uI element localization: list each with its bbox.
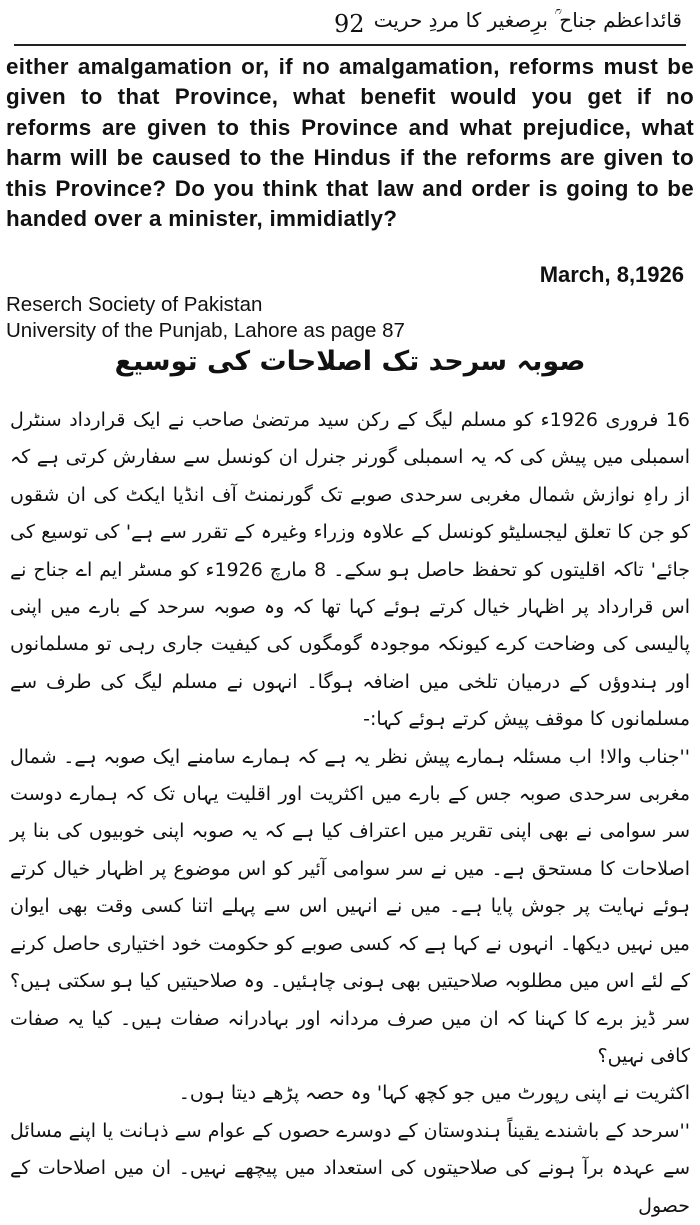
urdu-paragraph-4: ''سرحد کے باشندے یقیناً ہندوستان کے دوسرے حصوں کے عوام سے ذہانت یا اپنے مسائل سے عہدہ برآ ہونے کی صلاحیتوں کی استعداد میں پیچھے نہیں۔ ان میں اصلاحات کے حصول xyxy=(10,1119,690,1217)
english-quote-paragraph xyxy=(6,52,694,234)
running-header xyxy=(14,6,686,46)
source-line-1: Reserch Society of Pakistan xyxy=(6,293,263,316)
section-heading: صوبہ سرحد تک اصلاحات کی توسیع xyxy=(114,346,586,377)
source-citation xyxy=(6,292,405,344)
header-rule xyxy=(14,44,686,46)
urdu-paragraph-3: اکثریت نے اپنی رپورٹ میں جو کچھ کہا' وہ حصہ پڑھے دیتا ہوں۔ xyxy=(178,1082,690,1105)
english-paragraph-text: either amalgamation or, if no amalgamation, reforms must be given to that Province, what benefit would you get if no reforms are given to this Province and what prejudice, what harm will be caused to the Hindus if the reforms are given to this Province? Do you think that law and order is going to be handed over a minister, immidiatly? xyxy=(6,54,694,232)
speech-date: March, 8,1926 xyxy=(539,262,684,287)
running-title: قائداعظم جناح ؒ برِصغیر کا مردِ حریت xyxy=(373,8,682,32)
page-number: 92 xyxy=(334,10,365,38)
urdu-body xyxy=(10,402,690,1225)
urdu-paragraph-1: 16 فروری 1926ء کو مسلم لیگ کے رکن سید مرتضیٰ صاحب نے ایک قرارداد سنٹرل اسمبلی میں پیش کی کہ یہ اسمبلی گورنر جنرل ان کونسل سے سفارش کرتی ہے کہ از راہِ نوازش شمال مغربی سرحدی صوبے تک گورنمنٹ آف انڈیا ایکٹ کی ان شقوں کو جن کا تعلق لیجسلیٹو کونسل کے علاوہ وزراء وغیرہ کے تقرر سے ہے' کی توسیع کی جائے' تاکہ اقلیتوں کو تحفظ حاصل ہو سکے۔ 8 مارچ 1926ء کو مسٹر ایم اے جناح نے اس قرارداد پر اظہار خیال کرتے ہوئے کہا تھا کہ وہ صوبہ سرحد کے بارے میں اپنی پالیسی کی وضاحت کرے کیونکہ موجودہ گومگوں کی کیفیت جاری رہی تو مسلمانوں اور ہندوؤں کے درمیان تلخی میں اضافہ ہوگا۔ انہوں نے مسلم لیگ کی طرف سے مسلمانوں کا موقف پیش کرتے ہوئے کہا:- xyxy=(10,409,690,731)
urdu-paragraph-2: ''جناب والا! اب مسئلہ ہمارے پیش نظر یہ ہے کہ ہمارے سامنے ایک صوبہ ہے۔ شمال مغربی سرحدی صوبہ جس کے بارے میں اکثریت اور اقلیت یہاں تک کہ ہمارے دوست سر سوامی نے بھی اپنی تقریر میں اعتراف کیا ہے کہ یہ صوبہ اپنی خوبیوں کی بنا پر اصلاحات کا مستحق ہے۔ میں نے سر سوامی آئیر کو اس موضوع پر اظہار خیال کرتے ہوئے نہایت پر جوش پایا ہے۔ میں نے انہیں اس سے پہلے اتنا کسی وقت بھی ایوان میں نہیں دیکھا۔ انہوں نے کہا ہے کہ کسی صوبے کو حکومت خود اختیاری حاصل کرنے کے لئے اس میں مطلوبہ صلاحیتیں بھی ہونی چاہئیں۔ وہ صلاحیتیں کیا ہو سکتی ہیں؟ سر ڈیز برے کا کہنا کہ ان میں صرف مردانہ اور بہادرانہ صفات ہیں۔ کیا یہ صفات کافی نہیں؟ xyxy=(10,745,690,1067)
source-line-2: University of the Punjab, Lahore as page 87 xyxy=(6,319,405,342)
